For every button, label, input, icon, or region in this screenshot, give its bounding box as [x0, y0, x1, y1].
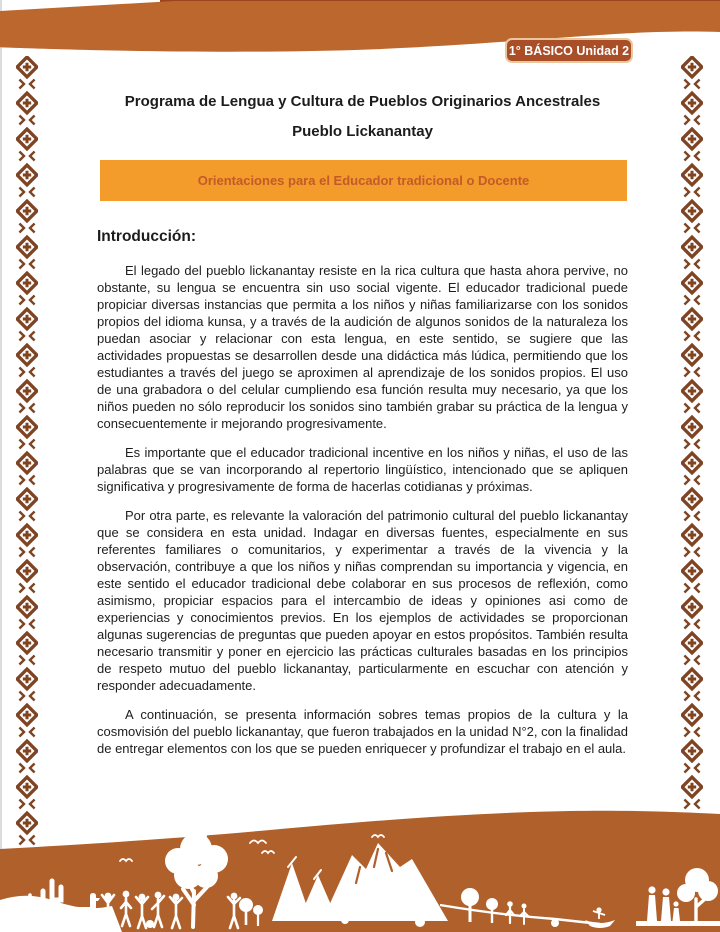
section-heading: Introducción: [97, 228, 197, 245]
unit-badge-label: 1° BÁSICO Unidad 2 [508, 43, 630, 58]
paragraph-1: El legado del pueblo lickanantay resiste en la rica cultura que hasta ahora pervive, no obstante, su lengua se encuentra sin uso social vigente. El educador tradicional puede propiciar diversas instancias que permita a los niños y niñas familiarizarse con los sonidos propios del idioma kunsa, y a través de la audición de algunos sonidos de la naturaleza los puedan asociar y relacionar con esta lengua, en este sentido, se sugiere que las actividades propuestas se desarrollen desde una didáctica más lúdica, permitiendo que los estudiantes a través del juego se aproximen al aprendizaje de los sonidos propios. El uso de una grabadora o del celular cumpliendo esa función resulta muy necesario, ya que los niños pueden no sólo reproducir los sonidos sino también grabar su práctica de la lengua y consecuentemente ir mejorando progresivamente. [97, 263, 628, 431]
andean-pattern-left-icon [16, 56, 38, 848]
paragraph-2: Es importante que el educador tradicional incentive en los niños y niñas, el uso de las palabras que se van incorporando al repertorio lingüístico, intencionado que se apliquen significativa y progresivamente de forma de hacerlas cotidianas y próximas. [97, 445, 628, 494]
document-subtitle: Pueblo Lickanantay [292, 123, 433, 140]
body-text [97, 262, 628, 769]
orientation-banner [100, 160, 627, 201]
paragraph-3: Por otra parte, es relevante la valoración del patrimonio cultural del pueblo lickanantay que se considera en esta unidad. Indagar en diversas fuentes, especialmente en sus referentes familiares o comunitarios, y experimentar a través de la vivencia y la observación, contribuye a que los niños y niñas comprendan su importancia y vigencia, en este sentido el educador tradicional debe colaborar en sus procesos de reflexión, como asimismo, propiciar espacios para el intercambio de ideas y opiniones asi como de experiencias y conocimientos previos. En los ejemplos de actividades se proporcionan algunas sugerencias de preguntas que pueden apoyar en estos propósitos. También resulta necesario transmitir y poner en ejercicio las prácticas culturales basadas en los principios de respeto mutuo del pueblo lickanantay, particularmente en escuchar con atención y responder adecuadamente. [97, 508, 628, 693]
bottom-landscape-illustration [0, 797, 720, 932]
orientation-banner-label: Orientaciones para el Educador tradicional o Docente [197, 173, 530, 188]
paragraph-4: A continuación, se presenta información sobres temas propios de la cultura y la cosmovisión del pueblo lickanantay, que fueron trabajados en la unidad N°2, con la finalidad de entregar elementos con los que se pueden enriquecer y profundizar el trabajo en el aula. [97, 707, 628, 756]
document-title: Programa de Lengua y Cultura de Pueblos Originarios Ancestrales [124, 93, 601, 110]
unit-badge [505, 38, 633, 63]
andean-pattern-right-icon [681, 56, 703, 812]
